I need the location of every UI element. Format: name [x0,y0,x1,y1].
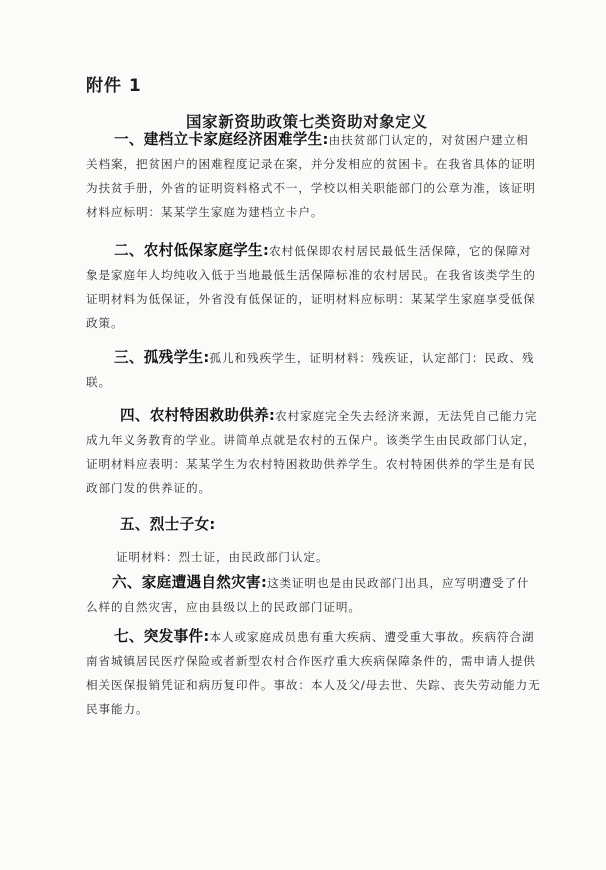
section-body-line: 证明材料为低保证，外省没有低保证的，证明材料应标明：某某学生家庭享受低保 [86,292,536,306]
section-heading: 六、家庭遭遇自然灾害: [112,574,268,591]
attachment-label: 附件 1 [86,76,142,96]
section-body-line: 证明材料：烈士证，由民政部门认定。 [116,550,329,564]
section-body-line: 证明材料应表明：某某学生为农村特困救助供养学生。农村特困供养的学生是有民 [86,457,536,471]
section-body-line: 相关医保报销凭证和病历复印件。事故：本人及父/母去世、失踪、丧失劳动能力无 [86,678,541,692]
section-first-line [86,239,542,263]
section-heading: 五、烈士子女: [120,516,216,533]
section-7 [86,625,542,721]
section-first-text: 这类证明也是由民政部门出具，应写明遭受了什 [267,576,530,590]
section-body-line: 联。 [86,375,111,389]
section-first-text: 农村低保即农村居民最低生活保障，它的保障对 [269,244,532,258]
section-body-line: 为扶贫手册，外省的证明资料格式不一，学校以相关职能部门的公章为准，该证明 [86,181,536,195]
section-first-line [86,513,542,537]
section-first-line [86,625,542,649]
section-body-line: 象是家庭年人均纯收入低于当地最低生活保障标准的农村居民。在我省该类学生的 [86,268,536,282]
section-1 [86,128,542,224]
section-heading: 一、建档立卡家庭经济困难学生: [114,131,329,148]
section-body-line: 材料应标明：某某学生家庭为建档立卡户。 [86,205,324,219]
section-heading: 三、孤残学生: [114,349,210,366]
section-first-text: 孤儿和残疾学生，证明材料：残疾证，认定部门：民政、残 [209,351,535,365]
section-first-text: 由扶贫部门认定的，对贫困户建立相 [328,133,529,147]
section-body-line: 政部门发的供养证的。 [86,481,211,495]
section-heading: 四、农村特困救助供养: [120,407,276,424]
section-first-text: 农村家庭完全失去经济来源，无法凭自己能力完 [275,409,538,423]
section-body-line: 关档案，把贫困户的困难程度记录在案，并分发相应的贫困卡。在我省具体的证明 [86,157,536,171]
document-title: 国家新资助政策七类资助对象定义 [186,112,428,131]
section-body-line: 么样的自然灾害，应由县级以上的民政部门证明。 [86,600,361,614]
section-heading: 二、农村低保家庭学生: [114,242,270,259]
section-body-line: 政策。 [86,316,124,330]
section-2 [86,239,542,335]
section-first-line [86,128,542,152]
section-4 [86,404,542,500]
section-body-line: 南省城镇居民医疗保险或者新型农村合作医疗重大疾病保障条件的，需申请人提供 [86,654,536,668]
section-body-line: 成九年义务教育的学业。讲简单点就是农村的五保户。该类学生由民政部门认定， [86,433,536,447]
section-first-line [86,346,542,370]
section-heading: 七、突发事件: [114,628,210,645]
section-3 [86,346,542,394]
section-first-line [86,571,542,595]
section-6 [86,571,542,619]
section-body-line: 民事能力。 [86,702,149,716]
section-first-text: 本人或家庭成员患有重大疾病、遭受重大事故。疾病符合湖 [209,630,535,644]
section-first-line [86,404,542,428]
section-5 [86,513,542,569]
